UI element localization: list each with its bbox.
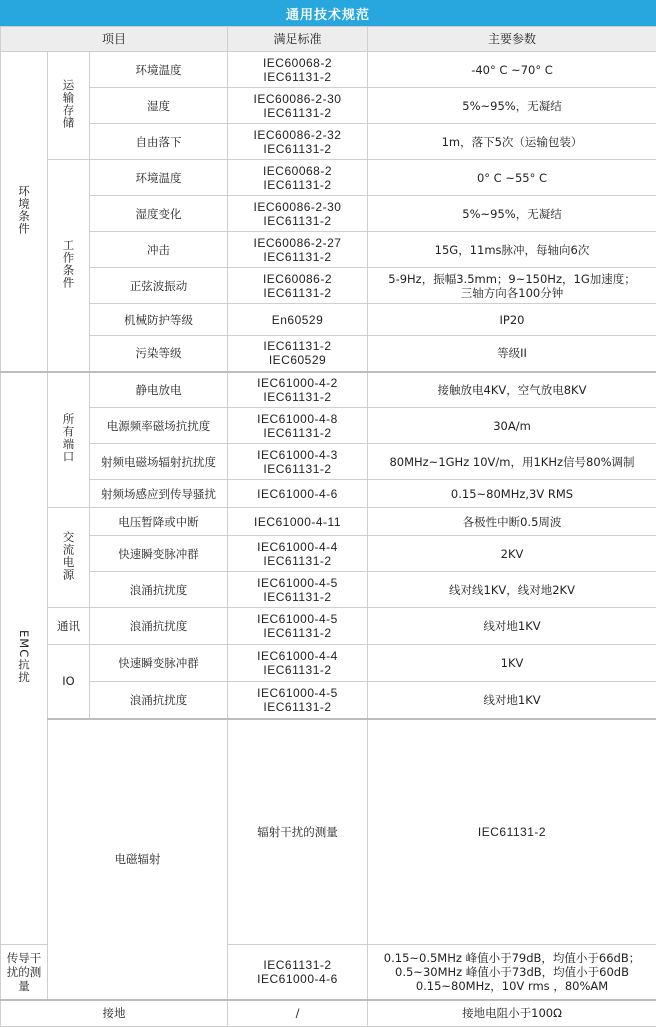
standard-cell: IEC60086-2-32 IEC61131-2: [228, 124, 368, 160]
item-cell: 射频场感应到传导骚扰: [90, 480, 228, 508]
subgroup-io: IO: [48, 645, 90, 719]
param-cell: -40° C ~70° C: [368, 52, 656, 88]
table-row: [1, 444, 656, 480]
subgroup-comm: 通讯: [48, 608, 90, 645]
standard-cell: IEC61000-4-11: [228, 508, 368, 536]
standard-cell: IEC61131-2 IEC61000-4-6: [228, 944, 368, 1000]
param-cell: 各极性中断0.5周波: [368, 508, 656, 536]
standard-cell: IEC61000-4-4 IEC61131-2: [228, 536, 368, 572]
subgroup-transport: 运输存储: [48, 52, 90, 160]
spec-table: [0, 26, 656, 1027]
table-row: [1, 372, 656, 408]
table-row: [1, 196, 656, 232]
standard-cell: IEC61000-4-3 IEC61131-2: [228, 444, 368, 480]
standard-cell: IEC60068-2 IEC61131-2: [228, 52, 368, 88]
item-cell: 机械防护等级: [90, 304, 228, 336]
table-row: [1, 268, 656, 304]
param-cell: 1KV: [368, 645, 656, 682]
standard-cell: IEC60086-2-27 IEC61131-2: [228, 232, 368, 268]
table-row: [1, 124, 656, 160]
header-standard: 满足标准: [228, 27, 368, 52]
table-row: [1, 508, 656, 536]
item-cell: 射频电磁场辐射抗扰度: [90, 444, 228, 480]
group-emc: EMC抗扰: [1, 372, 48, 945]
param-cell: 0° C ~55° C: [368, 160, 656, 196]
standard-cell: IEC61131-2 IEC60529: [228, 336, 368, 372]
param-cell: 5-9Hz，振幅3.5mm；9~150Hz，1G加速度； 三轴方向各100分钟: [368, 268, 656, 304]
item-cell: 浪涌抗扰度: [90, 608, 228, 645]
item-cell: 正弦波振动: [90, 268, 228, 304]
table-row: [1, 304, 656, 336]
standard-cell: En60529: [228, 304, 368, 336]
item-cell: 污染等级: [90, 336, 228, 372]
item-cell: 浪涌抗扰度: [90, 682, 228, 719]
standard-cell: IEC61000-4-2 IEC61131-2: [228, 372, 368, 408]
table-row: [1, 719, 656, 945]
standard-cell: IEC61000-4-4 IEC61131-2: [228, 645, 368, 682]
subgroup-all-ports: 所有端口: [48, 372, 90, 508]
item-cell: 湿度变化: [90, 196, 228, 232]
item-cell: 快速瞬变脉冲群: [90, 536, 228, 572]
standard-cell: IEC61131-2: [368, 719, 656, 945]
param-cell: 15G，11ms脉冲，每轴向6次: [368, 232, 656, 268]
param-cell: 1m，落下5次（运输包装）: [368, 124, 656, 160]
param-cell: 接触放电4KV，空气放电8KV: [368, 372, 656, 408]
table-row: [1, 480, 656, 508]
param-cell: 线对地1KV: [368, 608, 656, 645]
param-cell: 0.15~0.5MHz 峰值小于79dB，均值小于66dB； 0.5~30MHz 峰值小于73dB，均值小于60dB 0.15~80MHz，10V rms ，80%AM: [368, 944, 656, 1000]
table-row: [1, 336, 656, 372]
standard-cell: IEC60086-2-30 IEC61131-2: [228, 196, 368, 232]
param-cell: 5%~95%，无凝结: [368, 88, 656, 124]
item-cell: 电压暂降或中断: [90, 508, 228, 536]
table-row: [1, 52, 656, 88]
table-row: [1, 645, 656, 682]
table-row: [1, 682, 656, 719]
param-cell: 线对线1KV，线对地2KV: [368, 572, 656, 608]
subgroup-ac-power: 交流电源: [48, 508, 90, 608]
param-cell: IP20: [368, 304, 656, 336]
standard-cell: IEC61000-4-8 IEC61131-2: [228, 408, 368, 444]
table-row: [1, 608, 656, 645]
param-cell: 2KV: [368, 536, 656, 572]
table-title: 通用技术规范: [0, 0, 656, 26]
standard-cell: IEC60068-2 IEC61131-2: [228, 160, 368, 196]
param-cell: 80MHz~1GHz 10V/m，用1KHz信号80%调制: [368, 444, 656, 480]
header-item: 项目: [1, 27, 228, 52]
standard-cell: IEC60086-2-30 IEC61131-2: [228, 88, 368, 124]
item-cell: 环境温度: [90, 160, 228, 196]
standard-cell: IEC61000-4-6: [228, 480, 368, 508]
item-cell: 电源频率磁场抗扰度: [90, 408, 228, 444]
standard-cell: IEC61000-4-5 IEC61131-2: [228, 682, 368, 719]
standard-cell: IEC60086-2 IEC61131-2: [228, 268, 368, 304]
param-cell: 5%~95%，无凝结: [368, 196, 656, 232]
table-row: [1, 1000, 656, 1026]
standard-cell: IEC61000-4-5 IEC61131-2: [228, 608, 368, 645]
item-cell: 自由落下: [90, 124, 228, 160]
param-cell: 线对地1KV: [368, 682, 656, 719]
item-cell: 静电放电: [90, 372, 228, 408]
header-row: [1, 27, 656, 52]
item-cell: 冲击: [90, 232, 228, 268]
header-params: 主要参数: [368, 27, 656, 52]
table-row: [1, 536, 656, 572]
group-emission: 电磁辐射: [48, 719, 228, 1001]
item-cell: 浪涌抗扰度: [90, 572, 228, 608]
item-cell: 环境温度: [90, 52, 228, 88]
standard-cell-ground: /: [228, 1000, 368, 1026]
standard-cell: IEC61000-4-5 IEC61131-2: [228, 572, 368, 608]
table-row: [1, 160, 656, 196]
item-cell: 辐射干扰的测量: [228, 719, 368, 945]
subgroup-work: 工作条件: [48, 160, 90, 372]
param-cell: 0.15~80MHz,3V RMS: [368, 480, 656, 508]
item-cell: 快速瞬变脉冲群: [90, 645, 228, 682]
table-row: [1, 408, 656, 444]
table-row: [1, 88, 656, 124]
table-row: [1, 572, 656, 608]
param-cell-ground: 接地电阻小于100Ω: [368, 1000, 656, 1026]
param-cell: 30A/m: [368, 408, 656, 444]
item-cell-ground: 接地: [1, 1000, 228, 1026]
item-cell: 湿度: [90, 88, 228, 124]
item-cell: 传导干扰的测量: [1, 944, 48, 1000]
param-cell: 等级II: [368, 336, 656, 372]
table-row: [1, 232, 656, 268]
group-env: 环境条件: [1, 52, 48, 372]
